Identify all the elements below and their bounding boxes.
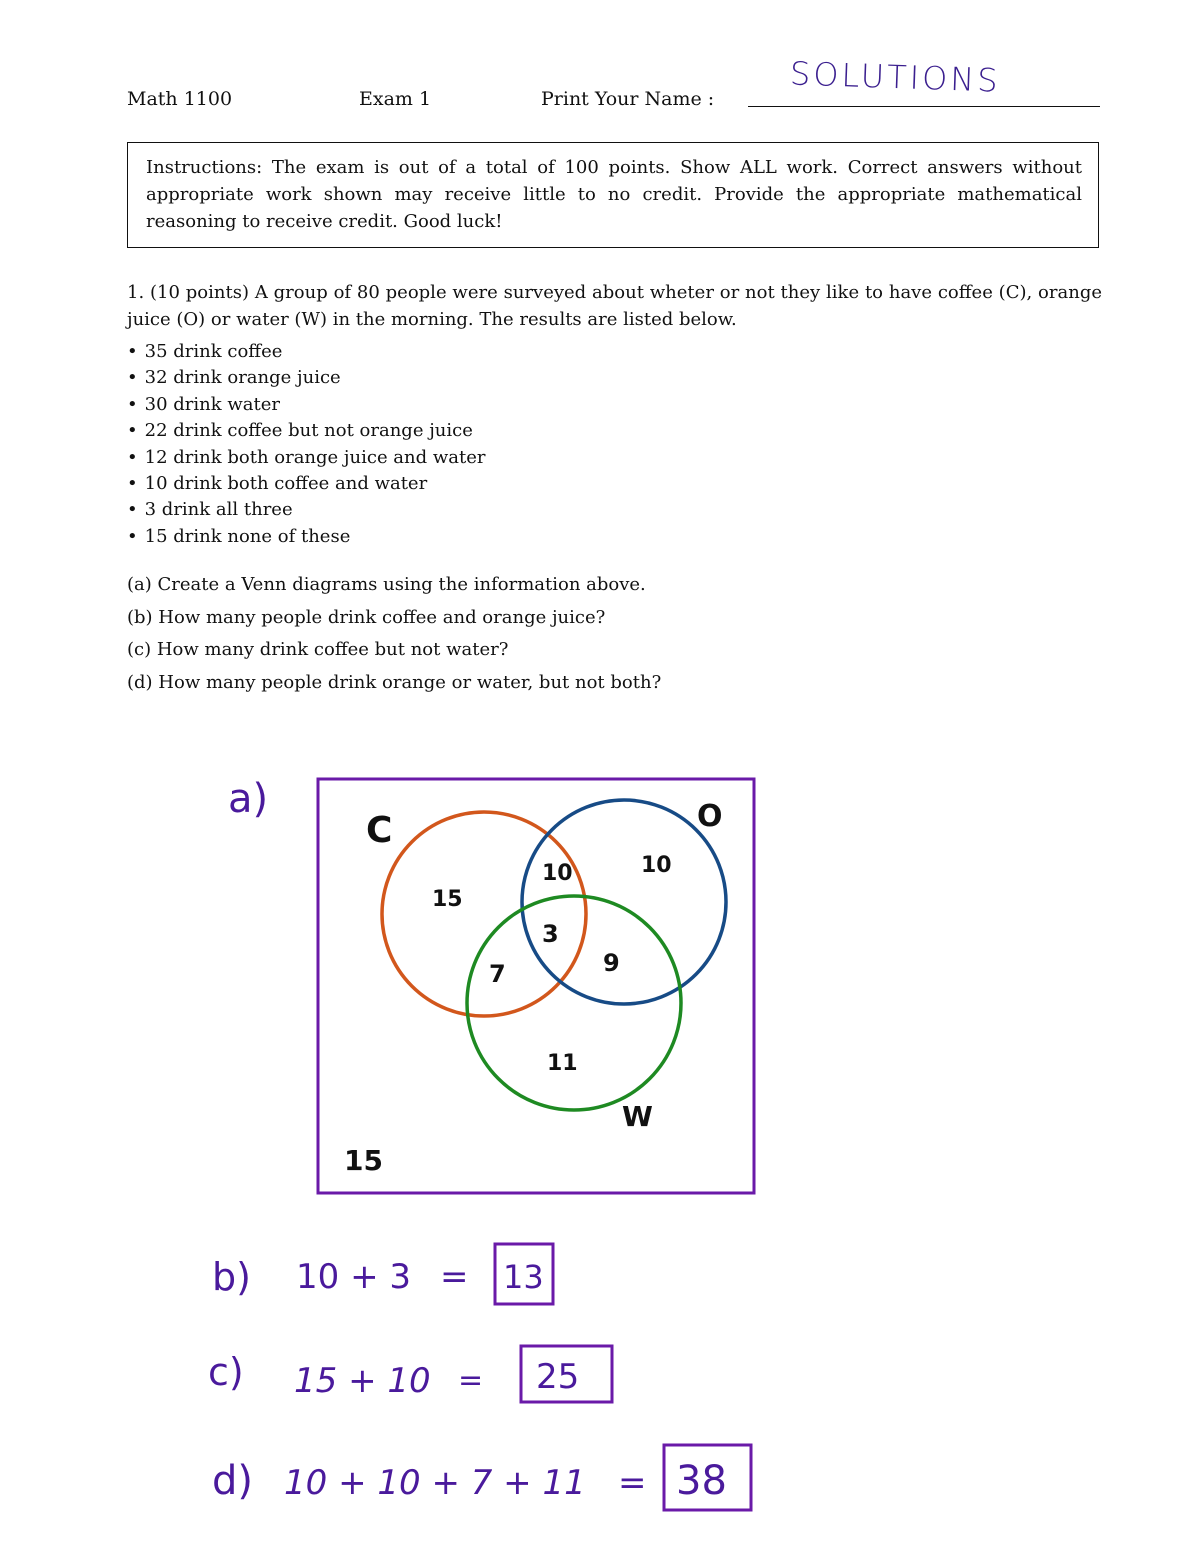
part-b-label: b)	[212, 1255, 251, 1299]
list-item: • 15 drink none of these	[127, 524, 486, 550]
part-c-answer: 25	[536, 1357, 580, 1397]
list-item: • 12 drink both orange juice and water	[127, 445, 486, 471]
coffee-orange-value: 10	[542, 861, 573, 886]
part-b: (b) How many people drink coffee and orange juice?	[127, 607, 606, 628]
part-c: (c) How many drink coffee but not water?	[127, 639, 509, 660]
instructions-label: Instructions:	[146, 157, 263, 178]
orange-only-value: 10	[641, 853, 672, 878]
course-name: Math 1100	[127, 88, 233, 110]
coffee-water-value: 7	[489, 960, 506, 988]
orange-set-label: O	[697, 799, 723, 834]
list-item: • 32 drink orange juice	[127, 365, 486, 391]
none-value: 15	[344, 1144, 383, 1177]
coffee-only-value: 15	[432, 887, 463, 912]
part-c-equals: =	[458, 1363, 484, 1398]
water-set-label: W	[622, 1100, 653, 1133]
all-three-value: 3	[542, 920, 559, 948]
part-d-work: 10 + 10 + 7 + 11	[284, 1463, 586, 1503]
part-b-answer: 13	[503, 1258, 544, 1296]
list-item: • 3 drink all three	[127, 497, 486, 523]
orange-circle	[522, 800, 726, 1004]
orange-water-value: 9	[603, 949, 620, 977]
question-prompt: 1. (10 points) A group of 80 people were surveyed about wheter or not they like to have coffee (C), orange juice (O) or water (W) in the morning. The results are listed below.	[127, 282, 1102, 330]
part-a: (a) Create a Venn diagrams using the information above.	[127, 574, 646, 595]
list-item: • 35 drink coffee	[127, 339, 486, 365]
coffee-set-label: C	[366, 810, 393, 851]
venn-part-label: a)	[228, 776, 269, 822]
water-only-value: 11	[547, 1051, 578, 1076]
part-d-equals: =	[618, 1463, 647, 1503]
exam-title: Exam 1	[359, 88, 432, 110]
list-item: • 10 drink both coffee and water	[127, 471, 486, 497]
part-c-label: c)	[208, 1350, 244, 1394]
water-circle	[467, 896, 681, 1110]
coffee-circle	[382, 812, 586, 1016]
instructions-text: The exam is out of a total of 100 points. Show ALL work. Correct answers without appropriate work shown may receive little to no credit. Provide the appropriate mathematical reasoning to receive credit. Good luck!	[146, 157, 1082, 232]
part-d: (d) How many people drink orange or water, but not both?	[127, 672, 662, 693]
list-item: • 22 drink coffee but not orange juice	[127, 418, 486, 444]
name-label: Print Your Name :	[541, 88, 715, 110]
handwritten-name: SOLUTIONS	[789, 54, 1002, 100]
part-b-equals: =	[440, 1257, 469, 1297]
list-item: • 30 drink water	[127, 392, 486, 418]
part-c-work: 15 + 10	[294, 1361, 431, 1401]
part-d-label: d)	[212, 1458, 253, 1504]
part-d-answer: 38	[676, 1458, 727, 1504]
part-b-work: 10 + 3	[296, 1257, 411, 1297]
